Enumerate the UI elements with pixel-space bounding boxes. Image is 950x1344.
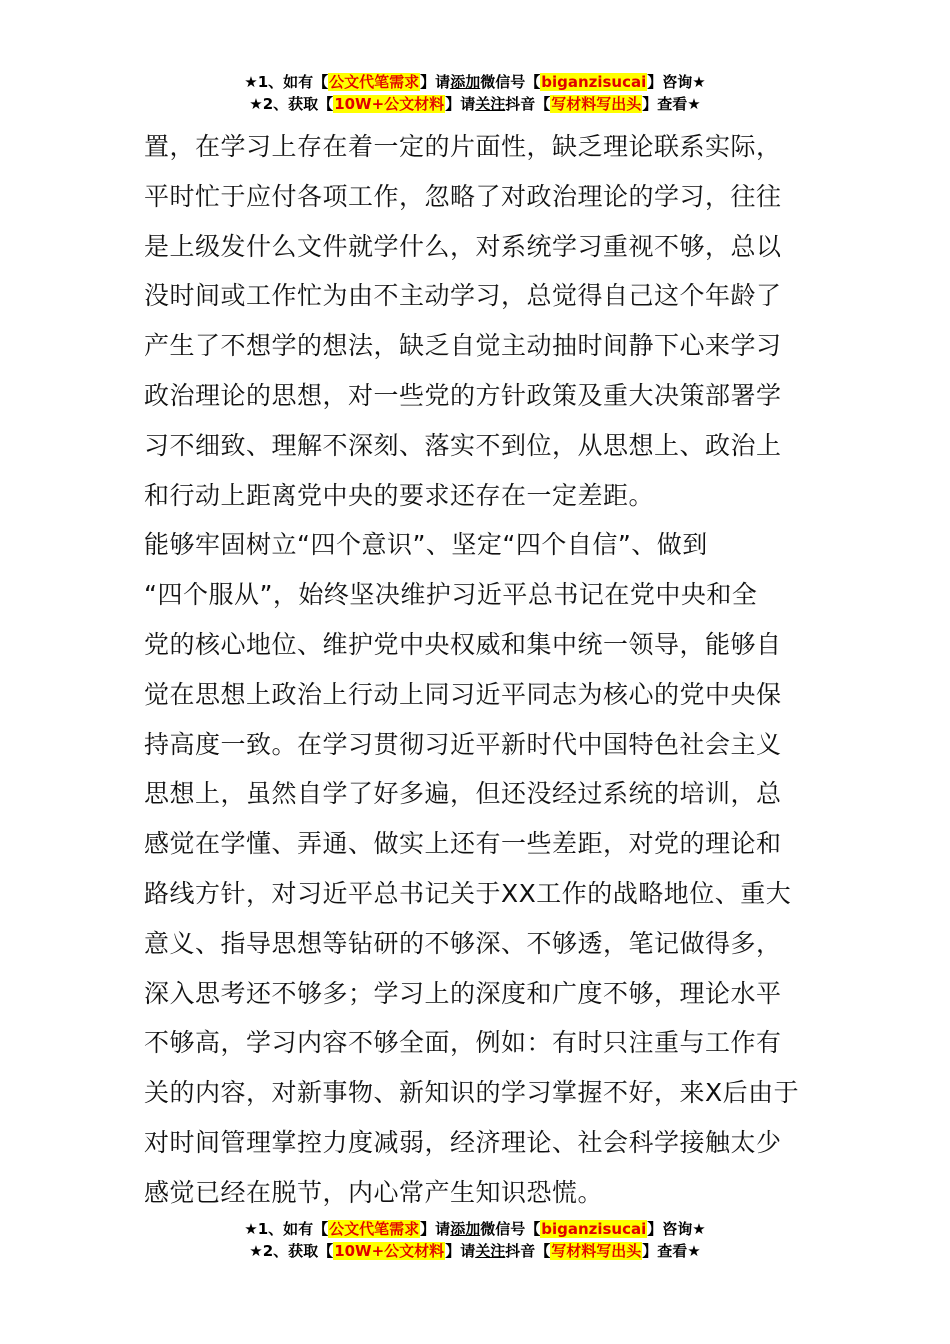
banner-text-underlined: 关注 [475, 95, 506, 113]
banner-text: 】请 [420, 1220, 451, 1238]
banner-text: 微信号【 [480, 73, 541, 91]
highlight-douyin-account: 写材料写出头 [551, 1242, 642, 1260]
body-line: 不够高，学习内容不够全面，例如：有时只注重与工作有 [144, 1028, 782, 1058]
banner-text: ★2、获取【 [249, 95, 334, 113]
banner-text: 抖音【 [505, 95, 551, 113]
banner-text-underlined: 添加 [450, 73, 481, 91]
banner-text: 微信号【 [480, 1220, 541, 1238]
body-line: 党的核心地位、维护党中央权威和集中统一领导，能够自 [144, 629, 782, 659]
body-line: 思想上，虽然自学了好多遍，但还没经过系统的培训，总 [144, 779, 782, 809]
body-line: 对时间管理掌控力度减弱，经济理论、社会科学接触太少 [144, 1127, 782, 1157]
body-line: 平时忙于应付各项工作，忽略了对政治理论的学习，往往 [144, 181, 782, 211]
body-line: 能够牢固树立“四个意识”、坚定“四个自信”、做到 [144, 530, 708, 560]
body-line: 觉在思想上政治上行动上同习近平同志为核心的党中央保 [144, 679, 782, 709]
highlight-materials: 10W+公文材料 [334, 95, 445, 113]
footer-banner [0, 1218, 950, 1262]
body-line: 和行动上距离党中央的要求还存在一定差距。 [144, 480, 655, 510]
body-line: 路线方针，对习近平总书记关于XX工作的战略地位、重大 [144, 878, 792, 908]
body-line: 是上级发什么文件就学什么，对系统学习重视不够，总以 [144, 231, 782, 261]
banner-line-1 [0, 1218, 950, 1240]
banner-text: 抖音【 [505, 1242, 551, 1260]
banner-text: 】查看★ [642, 95, 701, 113]
body-line: 政治理论的思想，对一些党的方针政策及重大决策部署学 [144, 380, 782, 410]
highlight-service: 公文代笔需求 [329, 1220, 420, 1238]
banner-text: 】查看★ [642, 1242, 701, 1260]
banner-text: 】请 [420, 73, 451, 91]
body-line: 持高度一致。在学习贯彻习近平新时代中国特色社会主义 [144, 729, 782, 759]
document-body [144, 122, 809, 1218]
body-line: 产生了不想学的想法，缺乏自觉主动抽时间静下心来学习 [144, 331, 782, 361]
highlight-wechat-id: biganzisucai [541, 73, 647, 91]
body-line: “四个服从”，始终坚决维护习近平总书记在党中央和全 [144, 580, 758, 610]
banner-line-1 [0, 71, 950, 93]
banner-text: 】请 [445, 1242, 476, 1260]
body-line: 深入思考还不够多；学习上的深度和广度不够，理论水平 [144, 978, 782, 1008]
body-line: 没时间或工作忙为由不主动学习，总觉得自己这个年龄了 [144, 281, 782, 311]
banner-text: 】咨询★ [647, 73, 706, 91]
banner-line-2 [0, 93, 950, 115]
banner-text: ★1、如有【 [244, 73, 329, 91]
banner-text-underlined: 关注 [475, 1242, 506, 1260]
banner-text: 】请 [445, 95, 476, 113]
body-line: 关的内容，对新事物、新知识的学习掌握不好，来X后由于 [144, 1078, 800, 1108]
highlight-materials: 10W+公文材料 [334, 1242, 445, 1260]
highlight-wechat-id: biganzisucai [541, 1220, 647, 1238]
body-line: 意义、指导思想等钻研的不够深、不够透，笔记做得多， [144, 928, 782, 958]
banner-text-underlined: 添加 [450, 1220, 481, 1238]
body-line: 感觉已经在脱节，内心常产生知识恐慌。 [144, 1177, 604, 1207]
highlight-service: 公文代笔需求 [329, 73, 420, 91]
body-line: 感觉在学懂、弄通、做实上还有一些差距，对党的理论和 [144, 829, 782, 859]
body-line: 置，在学习上存在着一定的片面性，缺乏理论联系实际， [144, 132, 782, 161]
banner-text: ★2、获取【 [249, 1242, 334, 1260]
body-line: 习不细致、理解不深刻、落实不到位，从思想上、政治上 [144, 430, 782, 460]
banner-text: ★1、如有【 [244, 1220, 329, 1238]
highlight-douyin-account: 写材料写出头 [551, 95, 642, 113]
banner-line-2 [0, 1240, 950, 1262]
banner-text: 】咨询★ [647, 1220, 706, 1238]
header-banner [0, 71, 950, 115]
